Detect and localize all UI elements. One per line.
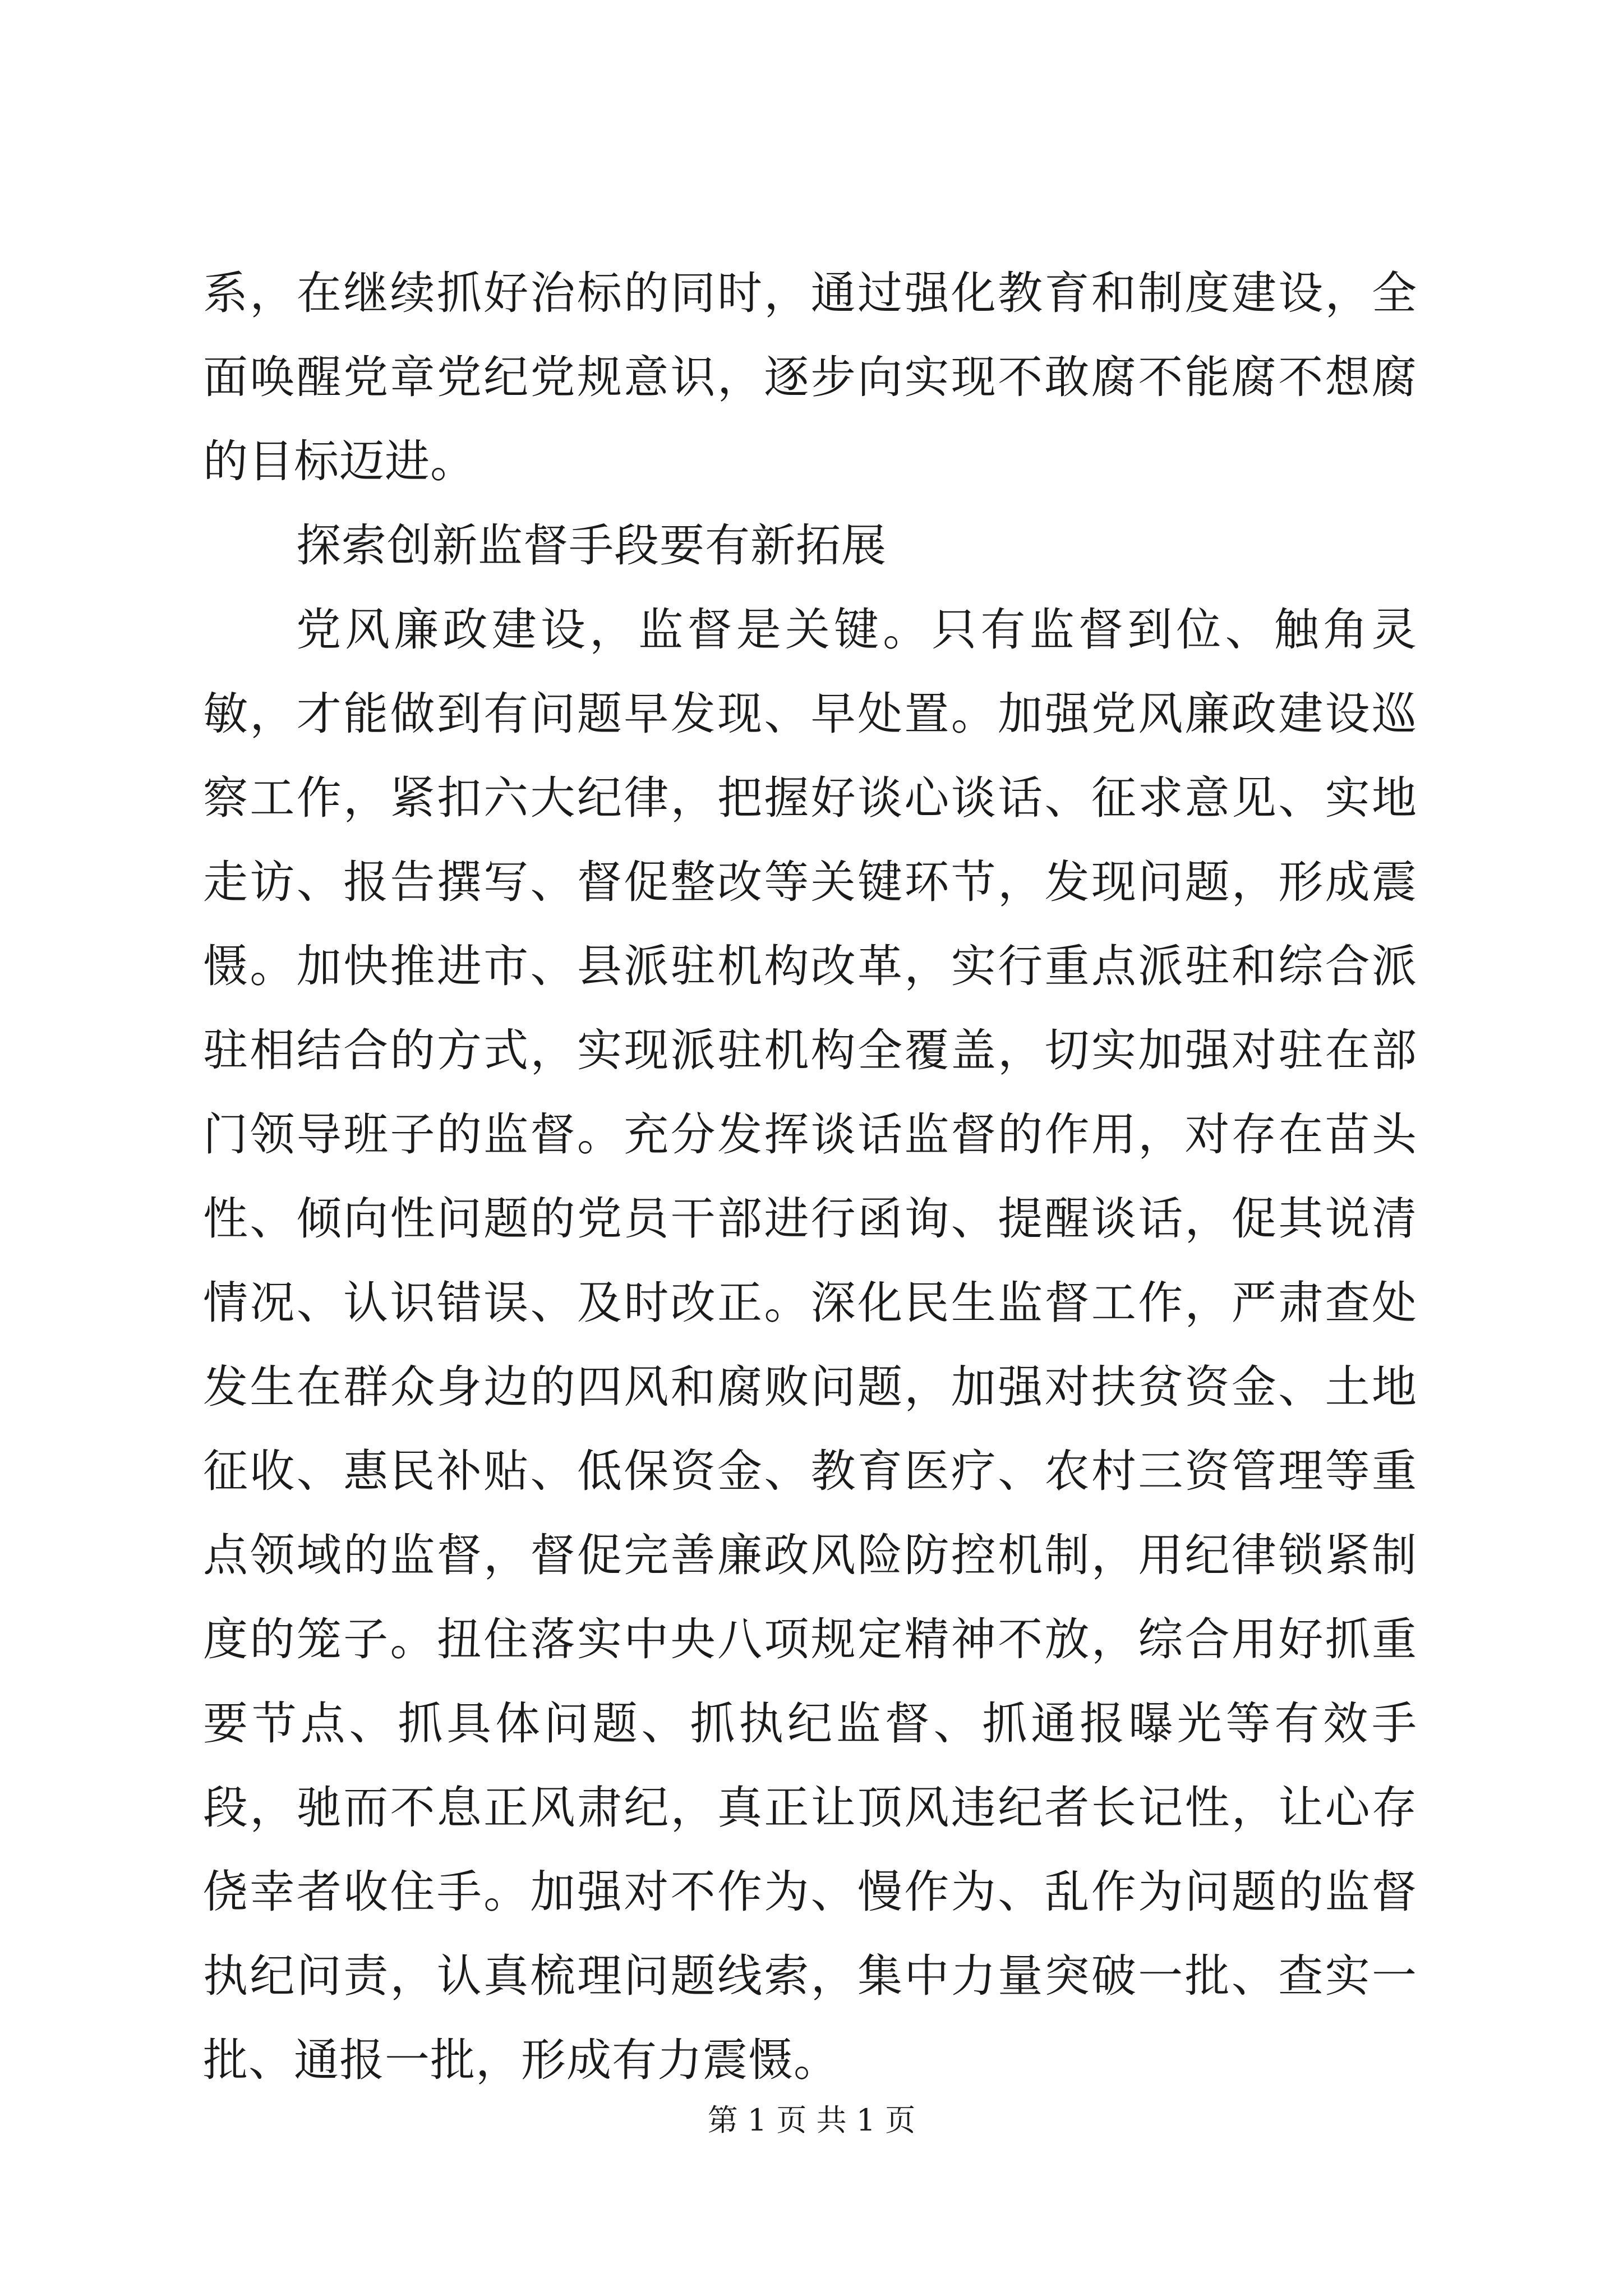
document-body [203, 251, 1417, 2102]
section-heading: 探索创新监督手段要有新拓展 [296, 519, 887, 572]
paragraph-continuation: 系，在继续抓好治标的同时，通过强化教育和制度建设，全面唤醒党章党纪党规意识，逐步向实现不敢腐不能腐不想腐的目标迈进。 [203, 267, 1417, 487]
page-footer: 第 1 页 共 1 页 [707, 2102, 916, 2138]
paragraph-body: 党风廉政建设，监督是关键。只有监督到位、触角灵敏，才能做到有问题早发现、早处置。加强党风廉政建设巡察工作，紧扣六大纪律，把握好谈心谈话、征求意见、实地走访、报告撰写、督促整改等关键环节，发现问题，形成震慑。加快推进市、县派驻机构改革，实行重点派驻和综合派驻相结合的方式，实现派驻机构全覆盖，切实加强对驻在部门领导班子的监督。充分发挥谈话监督的作用，对存在苗头性、倾向性问题的党员干部进行函询、提醒谈话，促其说清情况、认识错误、及时改正。深化民生监督工作，严肃查处发生在群众身边的四风和腐败问题，加强对扶贫资金、土地征收、惠民补贴、低保资金、教育医疗、农村三资管理等重点领域的监督，督促完善廉政风险防控机制，用纪律锁紧制度的笼子。扭住落实中央八项规定精神不放，综合用好抓重要节点、抓具体问题、抓执纪监督、抓通报曝光等有效手段，驰而不息正风肃纪，真正让顶风违纪者长记性，让心存侥幸者收住手。加强对不作为、慢作为、乱作为问题的监督执纪问责，认真梳理问题线索，集中力量突破一批、查实一批、通报一批，形成有力震慑。 [203, 604, 1417, 2086]
